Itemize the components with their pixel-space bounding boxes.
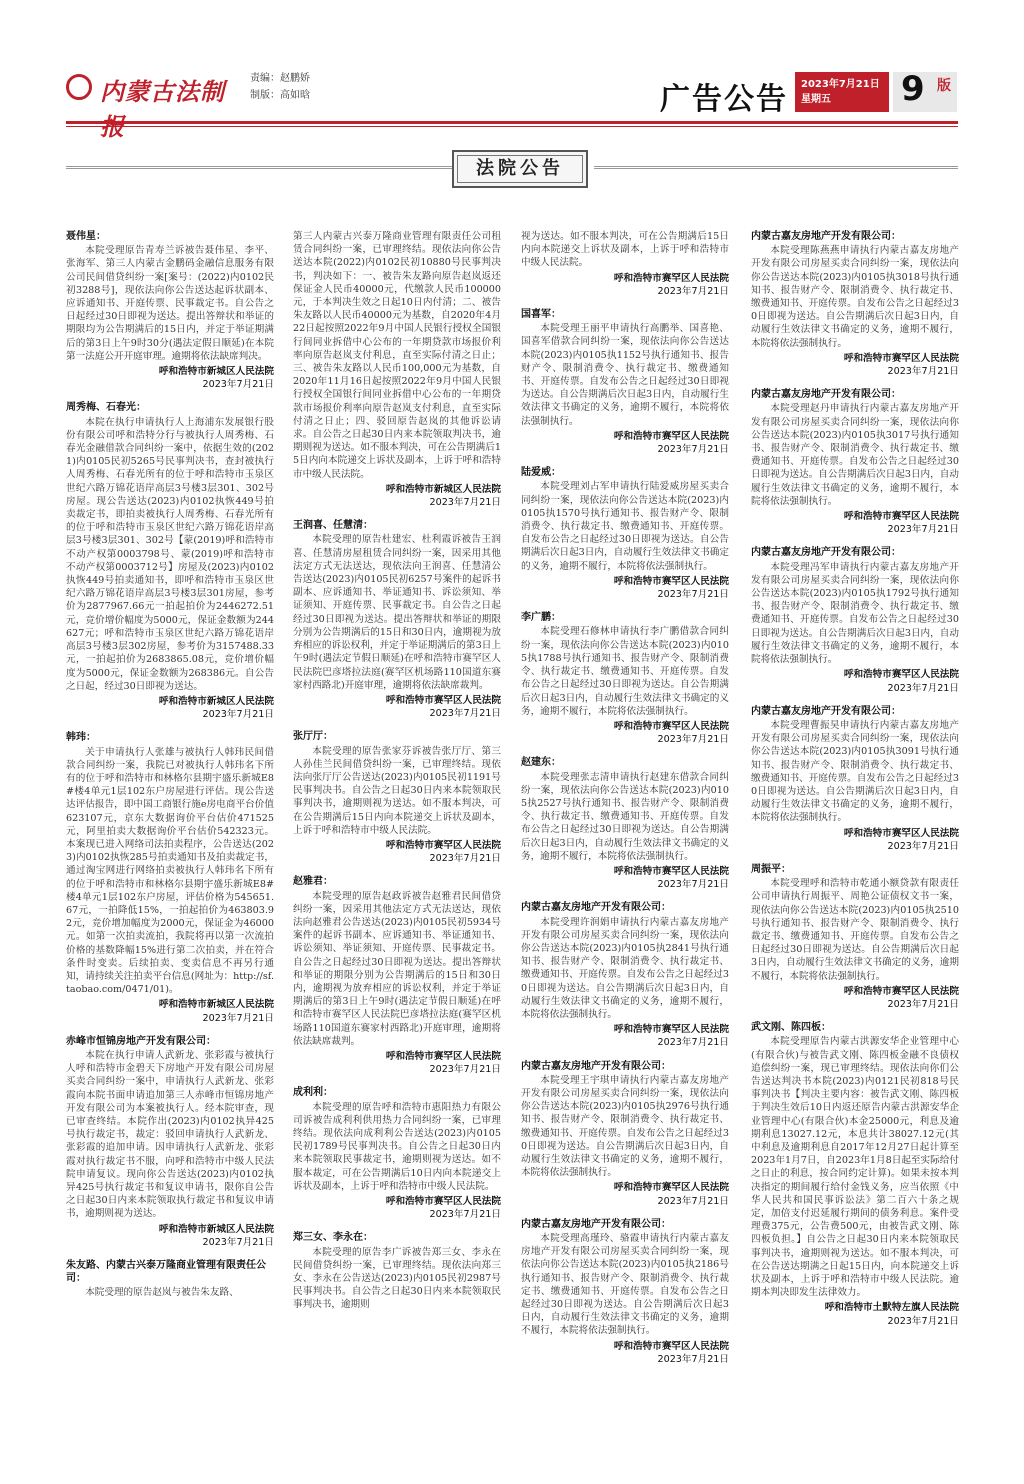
court-notice	[293, 230, 501, 509]
court-notice	[521, 1060, 729, 1208]
notice-date: 2023年7月21日	[887, 682, 959, 694]
notice-date: 2023年7月21日	[429, 853, 501, 865]
notice-court: 呼和浩特市赛罕区人民法院	[843, 985, 959, 997]
notice-body: 本院受理王丽平申请执行高鹏举、国喜艳、国喜军借款合同纠纷一案，现依法向你公告送达本院(2023)内0105执1152号执行通知书、报告财产令、限制消费令、执行裁定书、缴费通知书、开庭传票。自发布公告之日起经过30日即视为送达。自公告期满后次日起3日内，自动履行生效法律文书确定的义务，逾期不履行，本院将依法强制执行。	[521, 323, 729, 427]
notice-date: 2023年7月21日	[202, 709, 274, 721]
notice-date: 2023年7月21日	[657, 734, 729, 746]
notice-addressee: 内蒙古嘉友房地产开发有限公司：	[521, 1218, 671, 1230]
page-number-box	[893, 69, 957, 112]
column-4	[751, 230, 959, 1480]
notice-date: 2023年7月21日	[429, 1209, 501, 1221]
notice-date: 2023年7月21日	[887, 1315, 959, 1327]
logo-text: 内蒙古法制	[100, 77, 225, 106]
notice-body: 本院受理石修林申请执行李广鹏借款合同纠纷一案，现依法向你公告送达本院(2023)内0105执1788号执行通知书、报告财产令、限制消费令、执行裁定书、缴费通知书、开庭传票。自发布公告之日起经过30日即视为送达。自公告期满后次日起3日内，自动履行生效法律文书确定的义务，逾期不履行，本院将依法强制执行。	[521, 626, 729, 717]
notice-addressee: 韩玮：	[66, 732, 96, 744]
court-notice	[521, 308, 729, 456]
notice-date: 2023年7月21日	[657, 1195, 729, 1207]
notice-court: 呼和浩特市赛罕区人民法院	[385, 1050, 501, 1062]
notice-addressee: 内蒙古嘉友房地产开发有限公司：	[751, 231, 901, 242]
banner-divider-right	[594, 166, 958, 169]
notice-banner	[452, 150, 588, 188]
editor-credits	[250, 70, 310, 104]
notice-court: 呼和浩特市赛罕区人民法院	[843, 827, 959, 839]
notice-date: 2023年7月21日	[429, 1064, 501, 1076]
notice-date: 2023年7月21日	[657, 1037, 729, 1049]
column-2	[293, 230, 501, 1480]
court-notice	[751, 230, 959, 378]
court-notice	[521, 901, 729, 1049]
section-title: 广告公告	[660, 82, 788, 117]
page-number: 9	[901, 69, 925, 109]
notice-date: 2023年7月21日	[887, 840, 959, 852]
notice-date: 2023年7月21日	[429, 497, 501, 509]
notice-date: 2023年7月21日	[887, 524, 959, 536]
notice-body: 本院受理高瑾玲、骆霞申请执行内蒙古嘉友房地产开发有限公司房屋买卖合同纠纷一案，现依法向你公告送达本院(2023)内0105执2186号执行通知书、报告财产令、限制消费令、执行裁定书、缴费通知书、开庭传票。自发布公告之日起经过30日即视为送达。自公告期满后次日起3日内，自动履行生效法律文书确定的义务，逾期不履行，本院将依法强制执行。	[521, 1233, 729, 1337]
notice-addressee: 赵雅君：	[293, 876, 333, 888]
notice-addressee: 王润喜、任慧清：	[293, 520, 373, 532]
notice-body: 本院受理的原告李广诉被告郑三女、李永在民间借贷纠纷一案，已审理终结。现依法向郑三女、李永在公告送达(2023)内0105民初2987号民事判决书。自公告之日起30日内来本院领取民事判决书，逾期则	[293, 1246, 501, 1311]
notice-court: 呼和浩特市赛罕区人民法院	[843, 352, 959, 364]
notice-body: 本院受理的原告赵岚与被告朱友路、	[85, 1287, 239, 1299]
newspaper-logo[interactable]	[66, 70, 234, 110]
notice-body: 本院受理许润娟申请执行内蒙古嘉友房地产开发有限公司房屋买卖合同纠纷一案，现依法向你公告送达本院(2023)内0105执2841号执行通知书、报告财产令、限制消费令、执行裁定书、缴费通知书、开庭传票。自发布公告之日起经过30日即视为送达。自公告期满后次日起3日内，自动履行生效法律文书确定的义务，逾期不履行，本院将依法强制执行。	[521, 916, 729, 1020]
court-notice	[66, 401, 274, 721]
notice-addressee: 张厅厅：	[293, 731, 333, 743]
court-notice	[751, 1021, 959, 1328]
notice-court: 呼和浩特市土默特左旗人民法院	[824, 1302, 959, 1314]
court-notice	[293, 519, 501, 720]
notice-court: 呼和浩特市赛罕区人民法院	[613, 430, 729, 442]
notice-court: 呼和浩特市赛罕区人民法院	[385, 839, 501, 851]
notice-body: 本院受理的原告杜建宏、杜利霞诉被告王润喜、任慧清房屋租赁合同纠纷一案，因采用其他法定方式无法送达，现依法向王润喜、任慧清公告送达(2023)内0105民初6257号案件的起诉书副本、应诉通知书、举证通知书、诉讼须知、举证须知、开庭传票、民事裁定书。自公告之日起经过30日即视为送达。提出答辩状和举证的期限分别为公告期满后的15日和30日内，逾期视为放弃相应的诉讼权利，并定于举证期满后的第3日上午9时(遇法定节假日顺延)在呼和浩特市赛罕区人民法院巴彦塔拉法庭(赛罕区机场路110国道东赛家村西路北)开庭审理，逾期将依法缺席裁判。	[293, 534, 501, 691]
notice-court: 呼和浩特市新城区人民法院	[158, 1223, 274, 1235]
notice-court: 呼和浩特市赛罕区人民法院	[843, 511, 959, 523]
masthead	[0, 0, 1024, 130]
court-notice	[751, 863, 959, 1011]
notice-court: 呼和浩特市赛罕区人民法院	[613, 865, 729, 877]
court-notice	[521, 1218, 729, 1366]
notice-body: 本院受理曹振昊申请执行内蒙古嘉友房地产开发有限公司房屋买卖合同纠纷一案，现依法向你公告送达本院(2023)内0105执3091号执行通知书、报告财产令、限制消费令、执行裁定书、缴费通知书、开庭传票。自发布公告之日起经过30日即视为送达。自公告期满后次日起3日内，自动履行生效法律文书确定的义务，逾期不履行，本院将依法强制执行。	[751, 719, 959, 824]
notice-date: 2023年7月21日	[202, 379, 274, 391]
court-notice	[293, 1086, 501, 1221]
notice-body: 本院受理的原告赵政诉被告赵雅君民间借贷纠纷一案，因采用其他法定方式无法送达，现依法向赵雅君公告送达(2023)内0105民初5934号案件的起诉书副本、应诉通知书、举证通知书、诉讼须知、举证须知、开庭传票、民事裁定书。自公告之日起经过30日即视为送达。提出答辩状和举证的期限分别为公告期满后的15日和30日内，逾期视为放弃相应的诉讼权利，并定于举证期满后的第3日上午9时(遇法定节假日顺延)在呼和浩特市赛罕区人民法院巴彦塔拉法庭(赛罕区机场路110国道东赛家村西路北)开庭审理，逾期将依法缺席裁判。	[293, 890, 501, 1047]
editor-name: 责编：赵鹏娇	[250, 73, 310, 84]
notice-body: 本院受理赵丹申请执行内蒙古嘉友房地产开发有限公司房屋买卖合同纠纷一案，现依法向你公告送达本院(2023)内0105执3017号执行通知书、报告财产令、限制消费令、执行裁定书、缴费通知书、开庭传票。自发布公告之日起经过30日即视为送达。自公告期满后次日起3日内，自动履行生效法律文书确定的义务，逾期不履行，本院将依法强制执行。	[751, 403, 959, 507]
issue-weekday: 星期五	[801, 94, 831, 105]
court-notice	[751, 705, 959, 853]
column-3	[521, 230, 729, 1480]
notice-court: 呼和浩特市赛罕区人民法院	[385, 694, 501, 706]
notice-addressee: 李广鹏：	[521, 612, 561, 624]
notice-addressee: 内蒙古嘉友房地产开发有限公司：	[751, 705, 901, 717]
logo-emblem-icon	[66, 74, 92, 100]
notice-date: 2023年7月21日	[887, 366, 959, 378]
notice-addressee: 周秀梅、石春光：	[66, 402, 146, 414]
notice-addressee: 赤峰市恒锦房地产开发有限公司：	[66, 1035, 216, 1047]
notice-date: 2023年7月21日	[202, 1012, 274, 1024]
notice-addressee: 聂伟星：	[66, 231, 106, 242]
producer-name: 制版：高如晗	[250, 90, 310, 101]
notice-court: 呼和浩特市赛罕区人民法院	[613, 1024, 729, 1036]
notice-court: 呼和浩特市新城区人民法院	[158, 695, 274, 707]
notice-body: 本院在执行申请执行人上海浦东发展银行股份有限公司呼和浩特分行与被执行人周秀梅、石春光金融借款合同纠纷一案中，依据生效的(2021)内0105民初5265号民事判决书，查封被执行人周秀梅、石春光所有的位于呼和浩特市玉泉区世纪六路万锦花语岸高层3号楼3层301、302号房屋。现公告送达(2023)内0102执恢449号拍卖裁定书，即拍卖被执行人周秀梅、石春光所有的位于呼和浩特市玉泉区世纪六路万锦花语岸高层3号楼3层301、302号【蒙(2019)呼和浩特市不动产权第0003798号、蒙(2019)呼和浩特市不动产权第0003712号】房屋及(2023)内0102执恢449号拍卖通知书，即呼和浩特市玉泉区世纪六路万锦花语岸高层3号楼3层301房屋，参考价为2877967.66元一拍起拍价为2446272.51元，竞价增价幅度为5000元，保证金数额为244627元；呼和浩特市玉泉区世纪六路万锦花语岸高层3号楼3层302房屋，参考价为3157488.33元，一拍起拍价为2683865.08元，竞价增价幅度为5000元，保证金数额为268386元。自公告之日起，经过30日即视为送达。	[66, 416, 274, 692]
court-notice	[521, 611, 729, 746]
notice-court: 呼和浩特市新城区人民法院	[385, 483, 501, 495]
notice-date: 2023年7月21日	[657, 285, 729, 297]
notice-body: 本院受理原告青寿兰诉被告聂伟星、李平、张海军、第三人内蒙古金鹏码金融信息服务有限公司民间借贷纠纷一案[案号：(2022)内0102民初3288号]，现依法向你公告送达起诉状副本、应诉通知书、开庭传票、民事裁定书。自公告之日起经过30日即视为送达。提出答辩状和举证的期限均为公告期满后的15日内，并定于举证期满后的第3日上午9时30分(遇法定假日顺延)在本院第一法庭公开开庭审理。逾期将依法缺席判决。	[66, 245, 274, 362]
notice-body: 本院受理王宇琪申请执行内蒙古嘉友房地产开发有限公司房屋买卖合同纠纷一案，现依法向你公告送达本院(2023)内0105执2976号执行通知书、报告财产令、限制消费令、执行裁定书、缴费通知书、开庭传票。自发布公告之日起经过30日即视为送达。自公告期满后次日起3日内，自动履行生效法律文书确定的义务，逾期不履行，本院将依法强制执行。	[521, 1074, 729, 1179]
notice-addressee: 内蒙古嘉友房地产开发有限公司：	[751, 389, 901, 401]
issue-date-box	[795, 72, 889, 112]
notice-date: 2023年7月21日	[202, 1236, 274, 1248]
header-rule	[66, 121, 958, 124]
header-rule-thin	[66, 126, 958, 127]
court-notice	[521, 466, 729, 601]
notice-court: 呼和浩特市新城区人民法院	[158, 999, 274, 1011]
court-notice	[66, 1259, 274, 1300]
notice-body: 本院受理刘占军申请执行陆爱威房屋买卖合同纠纷一案，现依法向你公告送达本院(2023)内0105执1570号执行通知书、报告财产令、限制消费令、执行裁定书、缴费通知书、开庭传票。自发布公告之日起经过30日即视为送达。自公告期满后次日起3日内，自动履行生效法律文书确定的义务，逾期不履行，本院将依法强制执行。	[521, 481, 729, 572]
notice-court: 呼和浩特市新城区人民法院	[158, 366, 274, 378]
notice-body: 第三人内蒙古兴泰万隆商业管理有限责任公司租赁合同纠纷一案，已审理终结。现依法向你公告送达本院(2022)内0102民初10880号民事判决书，判决如下：一、被告朱友路向原告赵岚返还保证金人民币40000元，代缴款人民币100000元，于本判决生效之日起10日内付清；二、被告朱友路以人民币40000元为基数，自2020年4月22日起按照2022年9月中国人民银行授权全国银行间同业拆借中心公布的一年期贷款市场报价利率向原告赵岚支付利息，直至实际付清之日止；三、被告朱友路以人民币100,000元为基数，自2020年11月16日起按照2022年9月中国人民银行授权全国银行间同业拆借中心公布的一年期贷款市场报价利率向原告赵岚支付利息，直至实际付清之日止；四、驳回原告赵岚的其他诉讼请求。自公告之日起30日内来本院领取判决书，逾期则视为送达。如不服本判决，可在公告期满后15日内向本院递交上诉状及副本，上诉于呼和浩特市中级人民法院。	[293, 231, 501, 480]
notice-court: 呼和浩特市赛罕区人民法院	[613, 1340, 729, 1352]
court-notice	[66, 230, 274, 391]
notice-addressee: 赵建东：	[521, 757, 561, 769]
court-notice	[293, 730, 501, 865]
notice-body: 本院受理的原告张家芬诉被告张厅厅、第三人孙佳兰民间借贷纠纷一案，已审理终结。现依法向张厅厅公告送达(2023)内0105民初1191号民事判决书。自公告之日起30日内来本院领取民事判决书，逾期则视为送达。如不服本判决，可在公告期满后15日内向本院递交上诉状及副本，上诉于呼和浩特市中级人民法院。	[293, 745, 501, 836]
issue-date: 2023年7月21日	[801, 79, 880, 90]
notice-date: 2023年7月21日	[657, 879, 729, 891]
notice-court: 呼和浩特市赛罕区人民法院	[843, 669, 959, 681]
notice-body: 本院受理张志清申请执行赵建东借款合同纠纷一案，现依法向你公告送达本院(2023)内0105执2527号执行通知书、报告财产令、限制消费令、执行裁定书、缴费通知书、开庭传票。自发布公告之日起经过30日即视为送达。自公告期满后次日起3日内，自动履行生效法律文书确定的义务，逾期不履行，本院将依法强制执行。	[521, 771, 729, 862]
court-notice	[293, 875, 501, 1076]
notice-addressee: 成利利：	[293, 1087, 333, 1099]
court-notice	[293, 1231, 501, 1311]
notice-date: 2023年7月21日	[657, 589, 729, 601]
column-1	[66, 230, 274, 1480]
notice-date: 2023年7月21日	[429, 708, 501, 720]
notice-court: 呼和浩特市赛罕区人民法院	[613, 720, 729, 732]
notice-addressee: 陆爱威：	[521, 467, 561, 479]
notice-addressee: 国喜军：	[521, 309, 561, 321]
notice-court: 呼和浩特市赛罕区人民法院	[613, 1182, 729, 1194]
notice-addressee: 内蒙古嘉友房地产开发有限公司：	[521, 902, 671, 914]
notice-addressee: 内蒙古嘉友房地产开发有限公司：	[751, 547, 901, 559]
notice-court: 呼和浩特市赛罕区人民法院	[613, 272, 729, 284]
notice-date: 2023年7月21日	[887, 998, 959, 1010]
notice-addressee: 内蒙古嘉友房地产开发有限公司：	[521, 1060, 671, 1072]
notice-body: 本院受理原告内蒙古洪源安华企业管理中心(有限合伙)与被告武文刚、陈四板金融不良债权追偿纠纷一案，现已审理终结。现依法向你们公告送达判决书本院(2023)内0121民初818号民事判决书【判决主要内容：被告武文刚、陈四板于判决生效后10日内返还原告内蒙古洪源安华企业管理中心(有限合伙)本金25000元，利息及逾期利息13027.12元，本息共计38027.12元(其中利息及逾期利息自2017年12月27日起计算至2023年1月7日，自2023年1月8日起至实际给付之日止的利息，按合同约定计算)。如果未按本判决指定的期间履行给付金钱义务，应当依照《中华人民共和国民事诉讼法》第二百六十条之规定，加倍支付迟延履行期间的债务利息。案件受理费375元，公告费500元，由被告武文刚、陈四板负担。】自公告之日起30日内来本院领取民事判决书，逾期则视为送达。如不服本判决，可在公告送达期满之日起15日内，向本院递交上诉状及副本，上诉于呼和浩特市中级人民法院。逾期本判决即发生法律效力。	[751, 1036, 959, 1299]
page-label: 版	[937, 78, 951, 94]
notice-court: 呼和浩特市赛罕区人民法院	[385, 1196, 501, 1208]
court-notice	[521, 756, 729, 891]
notice-body: 本院在执行申请人武新龙、张彩霞与被执行人呼和浩特市金碧天下房地产开发有限公司房屋买卖合同纠纷一案中，申请执行人武新龙、张彩霞向本院书面申请追加第三人赤峰市恒锦房地产开发有限公司为本案被执行人。经本院审查，现已审查终结。本院作出(2023)内0102执异425号执行裁定书，裁定：驳回申请执行人武新龙、张彩霞的追加申请。因申请执行人武新龙、张彩霞对执行裁定书不服，向呼和浩特市中级人民法院申请复议。现向你公告送达(2023)内0102执异425号执行裁定书和复议申请书，限你自公告之日起30日内来本院领取执行裁定书和复议申请书，逾期则视为送达。	[66, 1049, 274, 1220]
court-notice	[66, 1035, 274, 1249]
notice-addressee: 朱友路、内蒙古兴泰万隆商业管理有限责任公司：	[66, 1260, 266, 1285]
notice-addressee: 郑三女、李永在：	[293, 1232, 373, 1244]
notice-body: 视为送达。如不服本判决，可在公告期满后15日内向本院递交上诉状及副本，上诉于呼和浩特市中级人民法院。	[521, 231, 729, 269]
notice-addressee: 武文刚、陈四板：	[751, 1022, 831, 1034]
notice-date: 2023年7月21日	[657, 1353, 729, 1365]
court-notice	[751, 388, 959, 536]
notice-body: 本院受理冯军申请执行内蒙古嘉友房地产开发有限公司房屋买卖合同纠纷一案，现依法向你公告送达本院(2023)内0105执1792号执行通知书、报告财产令、限制消费令、执行裁定书、缴费通知书、开庭传票。自发布公告之日起经过30日即视为送达。自公告期满后次日起3日内，自动履行生效法律文书确定的义务，逾期不履行，本院将依法强制执行。	[751, 561, 959, 666]
notice-court: 呼和浩特市赛罕区人民法院	[613, 575, 729, 587]
notice-body: 关于申请执行人张雄与被执行人韩玮民间借款合同纠纷一案，我院已对被执行人韩玮名下所有的位于呼和浩特市和林格尔县期宇盛乐新城E8#楼4单元1层102东户房屋进行评估。现公告送达评估报告，即中国工商银行施e房电商平台价值623107元，京东大数据询价平台估价471525元，阿里拍卖大数据询价平台估价542323元。本案现已进入网络司法拍卖程序，公告送达(2023)内0102执恢285号拍卖通知书及拍卖裁定书，通过淘宝网进行网络拍卖被执行人韩玮名下所有的位于呼和浩特市和林格尔县期宇盛乐新城E8#楼4单元1层102东户房屋，评估价格为545651.67元，一拍降低15%，一拍起拍价为463803.92元，竞价增加幅度为2000元，保证金为46000元。如第一次拍卖流拍，我院将再以第一次流拍价格的基数降幅15%进行第二次拍卖，并在符合条件时变卖。后续拍卖、变卖信息不再另行通知，请持续关注拍卖平台信息(网址为：http://sf.taobao.com/0471/01)。	[66, 746, 274, 996]
notice-body: 本院受理的原告呼和浩特市惠阳热力有限公司诉被告成利利供用热力合同纠纷一案，已审理终结。现依法向成利利公告送达(2023)内0105民初1789号民事判决书。自公告之日起30日内来本院领取民事裁定书，逾期则视为送达。如不服本裁定，可在公告期满后10日内向本院递交上诉状及副本，上诉于呼和浩特市中级人民法院。	[293, 1101, 501, 1192]
court-notice	[66, 731, 274, 1024]
notice-body: 本院受理呼和浩特市乾通小额贷款有限责任公司申请执行周振平、周艳公证债权文书一案，现依法向你公告送达本院(2023)内0105执2510号执行通知书、报告财产令、限制消费令、执行裁定书、缴费通知书、开庭传票。自发布公告之日起经过30日即视为送达。自公告期满后次日起3日内，自动履行生效法律文书确定的义务，逾期不履行，本院将依法强制执行。	[751, 878, 959, 982]
banner-divider-left	[66, 166, 456, 169]
notice-body: 本院受理陈燕燕申请执行内蒙古嘉友房地产开发有限公司房屋买卖合同纠纷一案，现依法向你公告送达本院(2023)内0105执3018号执行通知书、报告财产令、限制消费令、执行裁定书、缴费通知书、开庭传票。自发布公告之日起经过30日即视为送达。自公告期满后次日起3日内，自动履行生效法律文书确定的义务，逾期不履行，本院将依法强制执行。	[751, 245, 959, 349]
notice-banner-title: 法院公告	[457, 155, 583, 183]
court-notice	[521, 230, 729, 298]
notice-date: 2023年7月21日	[657, 444, 729, 456]
notice-addressee: 周振平：	[751, 863, 791, 875]
court-notice	[751, 546, 959, 694]
